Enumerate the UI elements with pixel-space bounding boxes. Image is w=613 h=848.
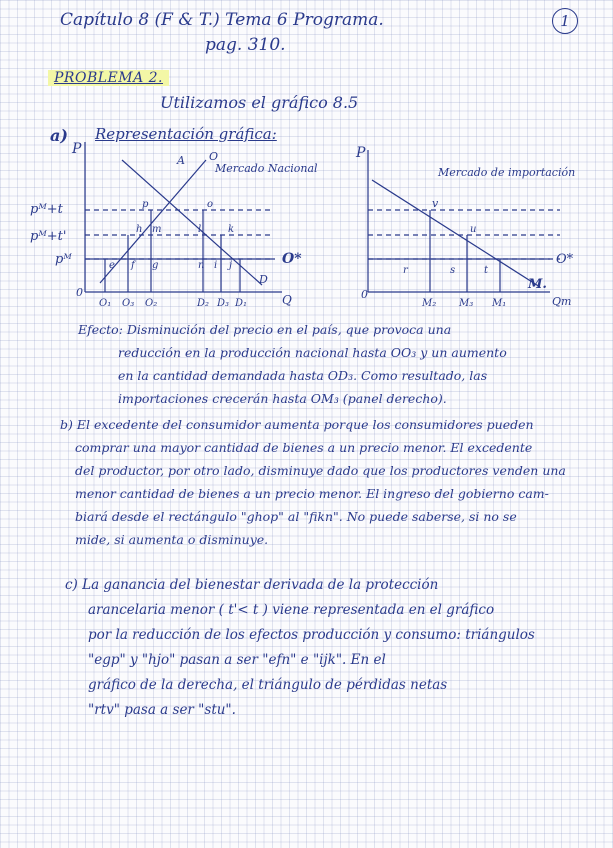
part-b-line-6: mide, si aumenta o disminuye.: [75, 532, 269, 547]
left-demand-curve: [122, 160, 262, 285]
right-pt-t: t: [484, 265, 489, 276]
header-line1: Capítulo 8 (F & T.) Tema 6 Programa.: [60, 10, 384, 30]
part-c-line-3: por la reducción de los efectos producción y consumo: triángulos: [88, 627, 535, 643]
right-origin: 0: [361, 288, 368, 301]
left-origin: 0: [76, 286, 83, 299]
left-price-pt: pᴹ+t: [30, 202, 63, 217]
efecto-line-3: en la cantidad demandada hasta OD₃. Como resultado, las: [118, 368, 488, 383]
left-oline-label: O*: [282, 251, 302, 267]
right-q-m2: M₂: [422, 298, 437, 309]
part-b-line-2: comprar una mayor cantidad de bienes a un precio menor. El excedente: [75, 440, 533, 455]
left-title: Mercado Nacional: [215, 162, 318, 175]
left-q-o1: O₁: [99, 298, 112, 309]
subtitle: Utilizamos el gráfico 8.5: [160, 93, 359, 112]
header-line2: pag. 310.: [205, 35, 286, 55]
left-pt-f: f: [131, 260, 135, 271]
right-title: Mercado de importación: [438, 166, 576, 179]
left-pt-h: h: [136, 224, 143, 235]
left-pt-n: n: [198, 260, 205, 271]
right-q-m1: M₁: [492, 298, 507, 309]
right-q-m3: M₃: [459, 298, 474, 309]
right-axis-q: Qm: [552, 295, 572, 308]
part-a-title: Representación gráfica:: [95, 125, 277, 143]
right-oline-label: O*: [556, 252, 574, 267]
left-price-ptp: pᴹ+t': [30, 229, 67, 244]
left-pt-g: g: [152, 260, 159, 271]
right-pt-r: r: [403, 265, 408, 276]
left-pt-j: j: [229, 260, 233, 271]
left-curve-d: D: [259, 273, 268, 286]
left-q-o2: O₂: [145, 298, 158, 309]
part-b-line-1: b) El excedente del consumidor aumenta porque los consumidores pueden: [60, 417, 534, 432]
part-b-line-4: menor cantidad de bienes a un precio menor. El ingreso del gobierno cam-: [75, 486, 549, 501]
efecto-line-1: Efecto: Disminución del precio en el país, que provoca una: [78, 322, 452, 337]
left-q-d2: D₂: [197, 298, 210, 309]
right-pt-u: u: [470, 224, 477, 235]
part-c-line-5: gráfico de la derecha, el triángulo de pérdidas netas: [88, 677, 448, 693]
right-curve-m: M.: [528, 277, 547, 292]
part-c-line-1: c) La ganancia del bienestar derivada de la protección: [65, 577, 439, 593]
part-c-line-4: "egp" y "hjo" pasan a ser "efn" e "ijk". En el: [88, 652, 386, 668]
right-pt-s: s: [450, 265, 456, 276]
left-axis-p: P: [72, 141, 82, 157]
efecto-line-4: importaciones crecerán hasta OM₃ (panel derecho).: [118, 391, 447, 406]
left-pt-e: e: [109, 260, 115, 271]
left-price-pm: pᴹ: [55, 252, 72, 267]
part-c-line-6: "rtv" pasa a ser "stu".: [88, 702, 236, 718]
left-pt-i: i: [214, 260, 218, 271]
left-axis-q: Q: [282, 293, 292, 307]
efecto-line-2: reducción en la producción nacional hasta OO₃ y un aumento: [118, 345, 507, 360]
left-pt-p: p: [142, 199, 149, 210]
part-a-label: a): [50, 126, 68, 145]
left-pt-m: m: [152, 224, 162, 235]
part-b-line-3: del productor, por otro lado, disminuye dado que los productores venden una: [75, 463, 566, 478]
left-curve-o: O: [209, 150, 219, 163]
part-b-line-5: biará desde el rectángulo "ghop" al "fikn". No puede saberse, si no se: [75, 509, 517, 524]
left-curve-a: A: [177, 154, 185, 167]
page-number-badge: 1: [552, 8, 578, 34]
left-pt-o: o: [207, 199, 214, 210]
left-q-o3: O₃: [122, 298, 135, 309]
right-axis-p: P: [356, 145, 366, 161]
left-pt-k: k: [228, 224, 235, 235]
left-q-d1: D₁: [235, 298, 248, 309]
left-pt-l: l: [198, 224, 202, 235]
part-c-line-2: arancelaria menor ( t'< t ) viene representada en el gráfico: [88, 602, 495, 618]
problema-heading: PROBLEMA 2.: [48, 70, 169, 86]
left-q-d3: D₃: [217, 298, 230, 309]
right-pt-v: v: [432, 197, 439, 210]
